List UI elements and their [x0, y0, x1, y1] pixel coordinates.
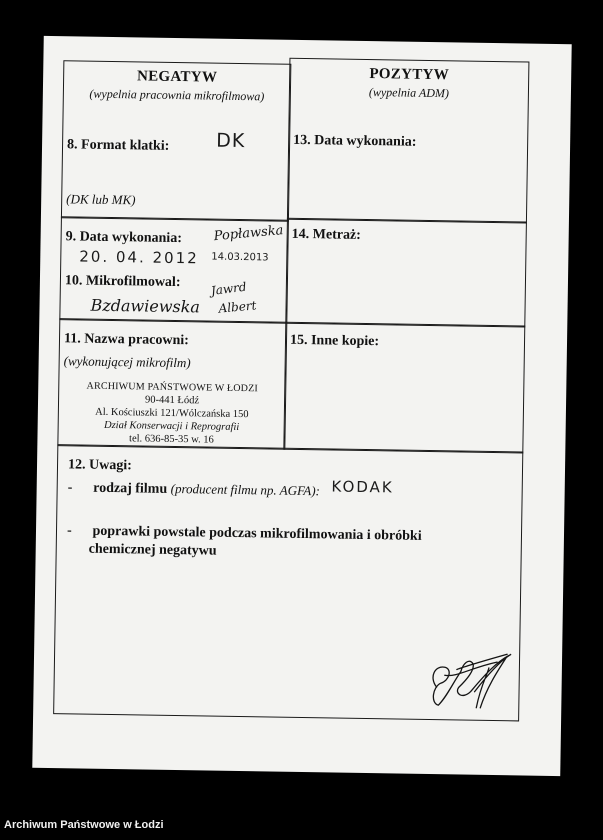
film-type-handwritten-value: KODAK	[331, 477, 394, 497]
field-9-annotation-date: 14.03.2013	[211, 251, 269, 264]
negative-header-cell	[61, 60, 291, 222]
field-13-label: 13. Data wykonania:	[293, 132, 417, 150]
handwritten-signature	[426, 647, 517, 712]
bullet-dash: -	[67, 480, 73, 496]
field-11-hint: (wykonującej mikrofilm)	[63, 353, 191, 371]
field-9-label: 9. Data wykonania:	[65, 229, 183, 247]
field-15-cell	[283, 322, 525, 454]
field-8-label: 8. Format klatki:	[66, 137, 170, 154]
remarks-item-corrections-cont	[89, 542, 217, 560]
film-type-hint: (producent filmu np. AGFA):	[170, 480, 321, 499]
field-12-remarks-cell	[53, 444, 523, 721]
stamp-line-institution: ARCHIWUM PAŃSTWOWE W ŁODZI	[86, 380, 259, 395]
stamp-line-phone: tel. 636-85-35 w. 16	[128, 433, 214, 446]
bullet-dash: -	[66, 523, 72, 539]
field-12-label: 12. Uwagi:	[67, 457, 132, 474]
positive-header-cell	[287, 58, 530, 224]
negative-subtitle: (wypelnia pracownia mikrofilmowa)	[89, 86, 265, 104]
archive-caption: Archiwum Państwowe w Łodzi	[4, 819, 164, 831]
field-10-handwritten-operator: Bzdawiewska	[90, 295, 201, 317]
field-10-annotation-line1: Jawrd	[210, 279, 248, 298]
scanned-document-page	[32, 36, 571, 776]
corrections-line-2: chemicznej negatywu	[88, 541, 217, 559]
stamp-line-postcode: 90-441 Łódź	[145, 394, 200, 407]
remarks-item-film-type	[68, 477, 394, 501]
field-9-annotation-name: Popławska	[213, 223, 284, 245]
field-14-cell	[285, 218, 527, 328]
stamp-line-street: Al. Kościuszki 121/Wólczańska 150	[95, 406, 249, 421]
field-10-annotation-line2: Albert	[218, 298, 257, 316]
field-15-label: 15. Inne kopie:	[289, 332, 380, 350]
field-14-label: 14. Metraż:	[291, 226, 361, 243]
fields-9-10-cell	[59, 216, 289, 324]
microfilm-metadata-form	[53, 60, 529, 721]
field-8-handwritten-value: DK	[215, 129, 246, 153]
field-11-cell	[57, 318, 287, 450]
archive-stamp	[58, 379, 285, 448]
field-8-hint: (DK lub MK)	[66, 191, 136, 208]
positive-title: POZYTYW	[369, 66, 450, 84]
film-type-label: rodzaj filmu	[93, 480, 168, 497]
positive-subtitle: (wypelnia ADM)	[368, 85, 450, 101]
stamp-line-department: Dział Konserwacji i Reprografii	[103, 419, 240, 434]
field-10-label: 10. Mikrofilmowal:	[64, 273, 181, 291]
corrections-line-1: poprawki powstale podczas mikrofilmowania i obróbki	[92, 523, 422, 544]
negative-title: NEGATYW	[136, 68, 218, 86]
field-11-label: 11. Nazwa pracowni:	[63, 331, 189, 349]
field-9-handwritten-date: 20. 04. 2012	[79, 247, 199, 268]
